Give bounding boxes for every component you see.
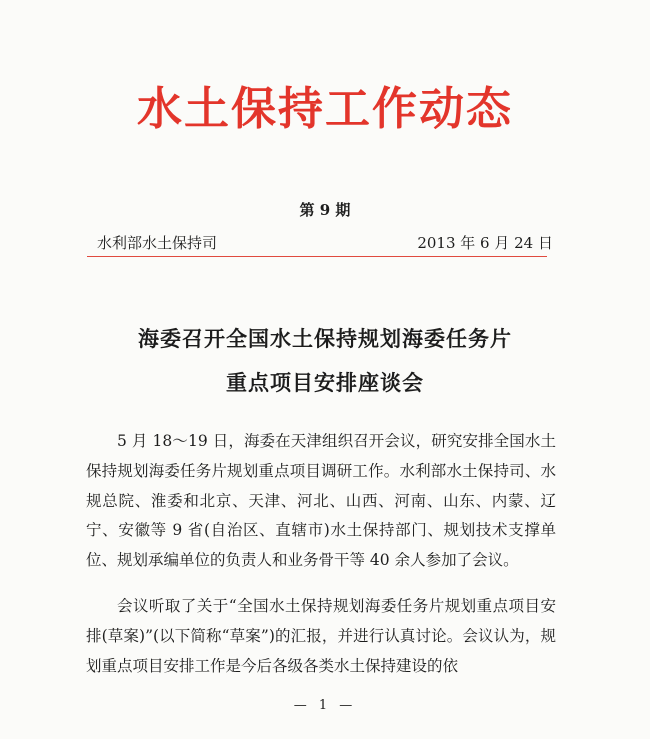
publisher: 水利部水土保持司: [97, 234, 218, 252]
publish-date: 2013 年 6 月 24 日: [417, 234, 553, 252]
issue-number: 第 9 期: [299, 201, 351, 219]
body-paragraph-2: 会议听取了关于“全国水土保持规划海委任务片规划重点项目安排(草案)”(以下简称“草案”)的汇报，并进行认真讨论。会议认为，规划重点项目安排工作是今后各级各类水土保持建设的依: [86, 597, 556, 675]
body-paragraph-1: 5 月 18～19 日，海委在天津组织召开会议，研究安排全国水土保持规划海委任务片规划重点项目调研工作。水利部水土保持司、水规总院、淮委和北京、天津、河北、山西、河南、山东、内蒙、辽宁、安徽等 9 省(自治区、直辖市)水土保持部门、规划技术支撑单位、规划承编单位的负责人和业务骨干等 40 余人参加了会议。: [86, 432, 556, 570]
article-headline-line-1: 海委召开全国水土保持规划海委任务片: [138, 326, 512, 351]
masthead-title: 水土保持工作动态: [136, 82, 513, 135]
article-headline-line-2: 重点项目安排座谈会: [226, 370, 424, 395]
header-divider: [87, 256, 547, 257]
page-number: — 1 —: [293, 698, 357, 713]
